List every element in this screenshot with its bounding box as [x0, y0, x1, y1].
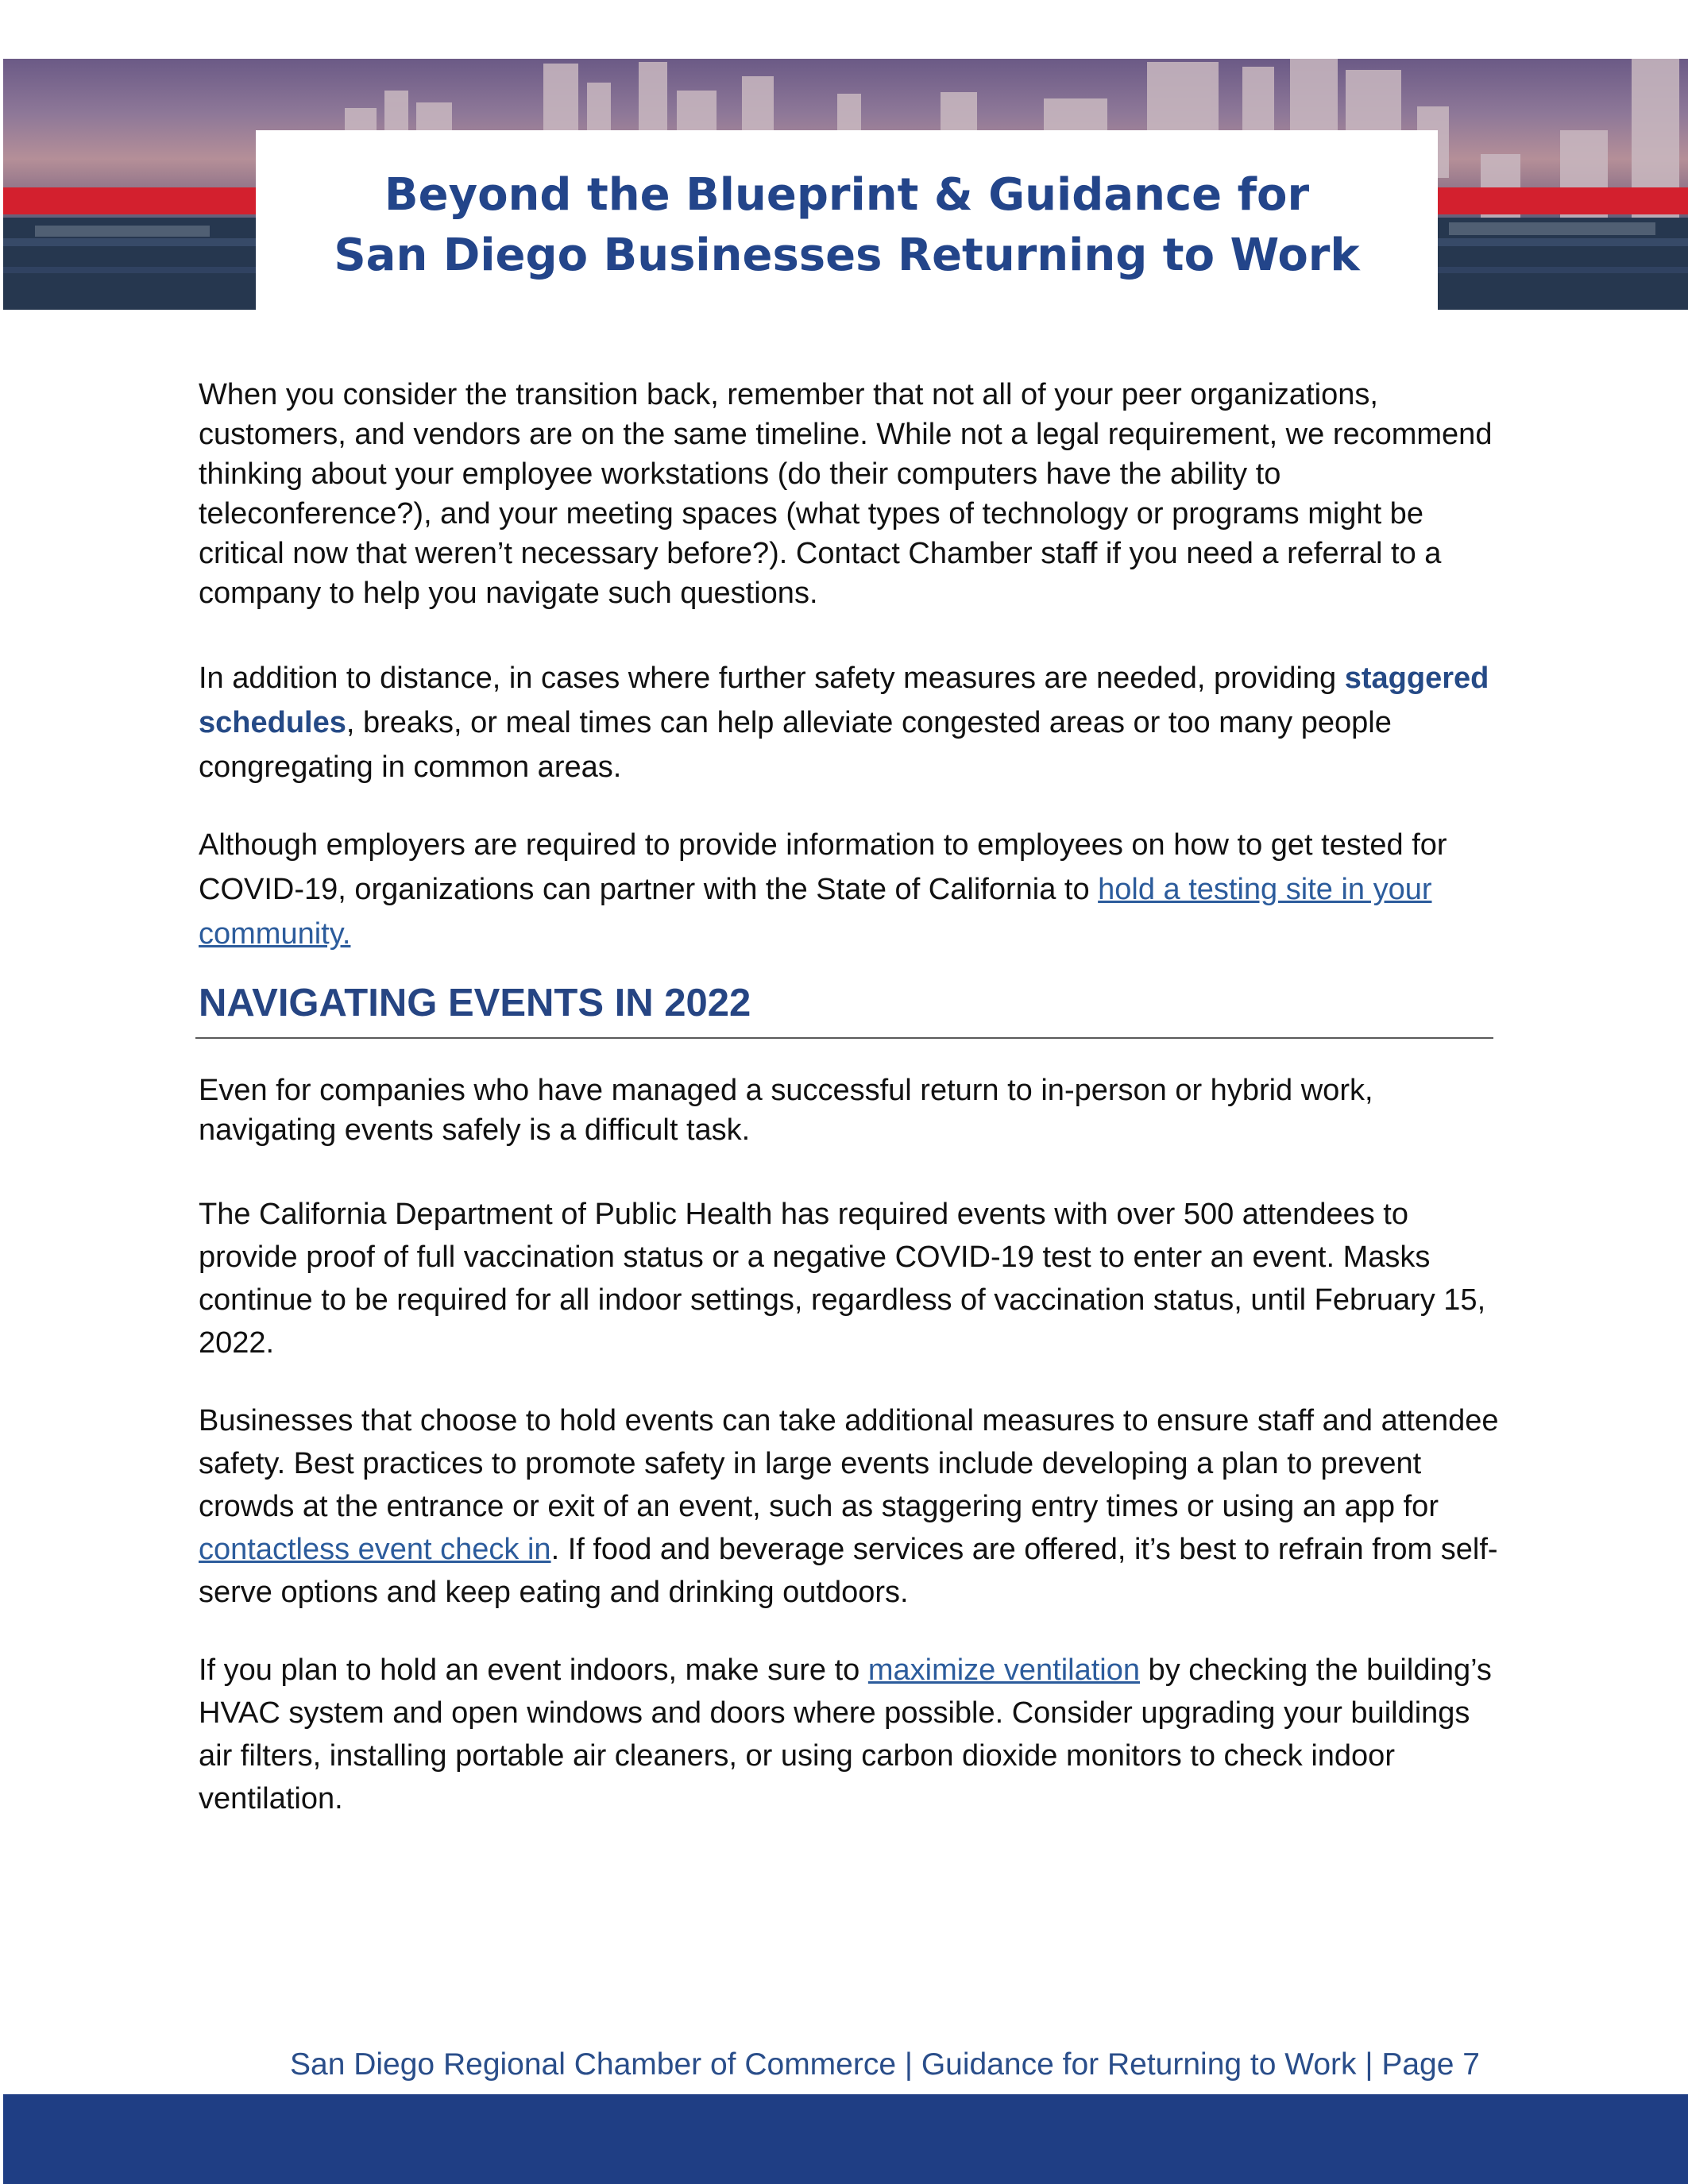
heading-divider — [195, 1037, 1493, 1039]
paragraph-ventilation — [199, 1649, 1501, 1820]
paragraph-text: , breaks, or meal times can help alleviate congested areas or too many people congregating in common areas. — [199, 706, 1392, 784]
paragraph-text: Although employers are required to provide information to employees on how to get tested for COVID-19, organizations can partner with the State of California to — [199, 828, 1447, 906]
paragraph-event-safety — [199, 1399, 1501, 1614]
paragraph-text: by checking the building’s HVAC system and open windows and doors where possible. Consider upgrading your buildings air filters, installing portable air cleaners, or using carbon dioxide monitors to check indoor ventilation. — [199, 1653, 1492, 1815]
red-stripe-left — [3, 187, 256, 214]
body-content-top — [199, 375, 1501, 956]
staggered-schedules-highlight: staggered schedules — [199, 662, 1489, 739]
paragraph-staggered-schedules — [199, 656, 1501, 789]
footer-bar — [3, 2094, 1688, 2184]
paragraph-testing — [199, 823, 1501, 956]
paragraph-text: In addition to distance, in cases where further safety measures are needed, providing — [199, 662, 1345, 695]
paragraph-text: . If food and beverage services are offered, it’s best to refrain from self-serve options and keep eating and drinking outdoors. — [199, 1533, 1498, 1609]
banner-title-box — [256, 130, 1438, 310]
paragraph-cdph-requirements: The California Department of Public Health has required events with over 500 attendees to provide proof of full vaccination status or a negative COVID-19 test to enter an event. Masks continue to be required for all indoor settings, regardless of vaccination status, until February 15, 2022. — [199, 1198, 1486, 1360]
footer-text: San Diego Regional Chamber of Commerce | Guidance for Returning to Work | Page 7 — [290, 2047, 1480, 2082]
banner-title-line-1: Beyond the Blueprint & Guidance for — [384, 169, 1310, 221]
maximize-ventilation-link[interactable]: maximize ventilation — [867, 1653, 1140, 1687]
banner-title-line-2: San Diego Businesses Returning to Work — [334, 230, 1360, 281]
contactless-check-in-link[interactable]: contactless event check in — [199, 1533, 551, 1566]
red-stripe-right — [1438, 187, 1688, 214]
testing-site-link[interactable]: hold a testing site in your community. — [199, 873, 1432, 951]
header-banner — [3, 59, 1688, 310]
paragraph-text: Businesses that choose to hold events can take additional measures to ensure staff and attendee safety. Best practices to promote safety in large events include developing a plan to prevent crowds at the entrance or exit of an event, such as staggering entry times or using an app for — [199, 1404, 1499, 1523]
paragraph-transition: When you consider the transition back, remember that not all of your peer organizations, customers, and vendors are on the same timeline. While not a legal requirement, we recommend thinking about your employee workstations (do their computers have the ability to teleconference?), and your meeting spaces (what types of technology or programs might be critical now that weren’t necessary before?). Contact Chamber staff if you need a referral to a company to help you navigate such questions. — [199, 378, 1493, 610]
paragraph-text: If you plan to hold an event indoors, make sure to — [199, 1653, 868, 1687]
section-heading: NAVIGATING EVENTS IN 2022 — [199, 982, 751, 1024]
body-content-bottom — [199, 1071, 1501, 1820]
paragraph-events-intro: Even for companies who have managed a successful return to in-person or hybrid work, navigating events safely is a difficult task. — [199, 1074, 1373, 1147]
